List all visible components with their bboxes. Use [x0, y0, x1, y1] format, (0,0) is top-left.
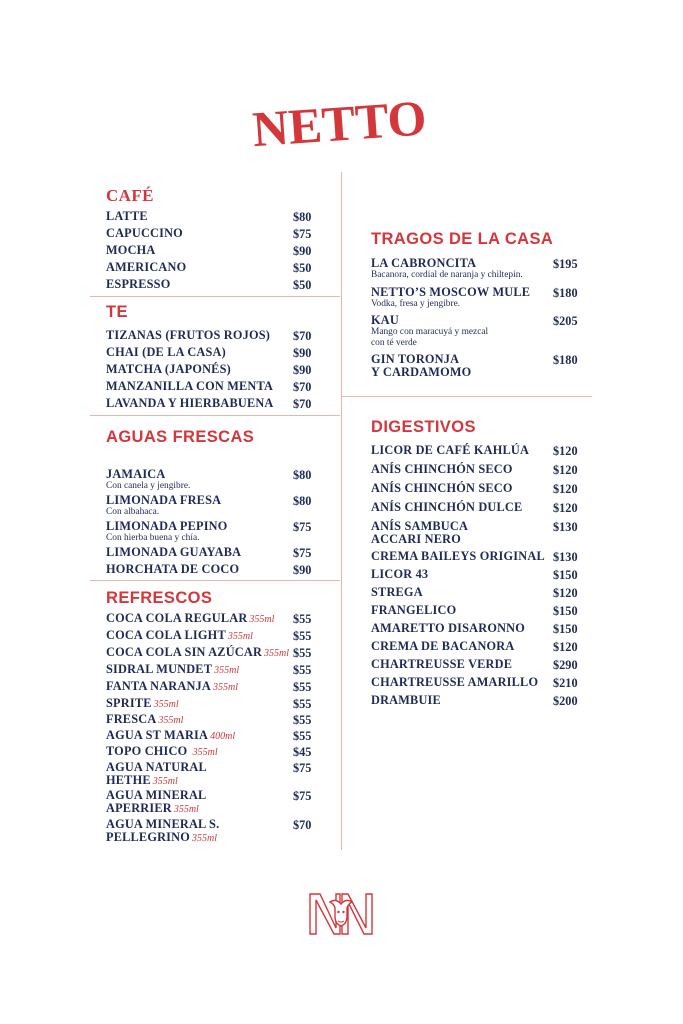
menu-item	[371, 586, 423, 599]
menu-item	[106, 520, 228, 544]
menu-item	[106, 789, 206, 816]
menu-item	[106, 363, 231, 376]
item-name: ANÍS CHINCHÓN SECO	[371, 481, 513, 495]
item-name: CHARTREUSSE AMARILLO	[371, 675, 539, 689]
item-name: HORCHATA DE COCO	[106, 562, 240, 576]
menu-item	[106, 468, 190, 492]
item-price: $45	[293, 745, 312, 759]
item-price: $75	[293, 520, 312, 534]
item-name: DRAMBUIE	[371, 693, 441, 707]
item-price: $75	[293, 227, 312, 241]
item-price: $75	[293, 789, 312, 803]
item-price: $55	[293, 646, 312, 660]
item-name: CAPUCCINO	[106, 226, 183, 240]
bull-monogram-icon	[306, 888, 376, 940]
item-name: AGUA ST MARIA 400ml	[106, 728, 236, 742]
item-size: 355ml	[192, 833, 217, 844]
section-title-refrescos: REFRESCOS	[106, 589, 213, 607]
item-name: MANZANILLA CON MENTA	[106, 379, 274, 393]
netto-logo	[248, 88, 438, 148]
menu-item	[106, 227, 183, 240]
menu-item	[371, 257, 523, 281]
menu-item	[106, 397, 274, 410]
item-size: 355ml	[173, 804, 199, 815]
menu-item	[106, 729, 235, 743]
logo-wordmark	[248, 88, 438, 148]
item-price: $55	[293, 663, 312, 677]
item-price: $90	[293, 563, 312, 577]
item-name: ESPRESSO	[106, 277, 171, 291]
item-description: Vodka, fresa y jengibre.	[371, 299, 461, 309]
item-price: $70	[293, 397, 312, 411]
menu-item	[371, 520, 468, 546]
menu-item	[106, 261, 186, 274]
item-price: $55	[293, 729, 312, 743]
item-size: 400ml	[210, 731, 236, 742]
section-title-cafe: CAFÉ	[106, 186, 154, 205]
menu-item	[371, 694, 441, 707]
item-name: LIMONADA GUAYABA	[106, 545, 242, 559]
menu-item	[106, 646, 289, 660]
section-title-te: TE	[106, 303, 128, 321]
item-name: ANÍS CHINCHÓN DULCE	[371, 500, 523, 514]
item-name: STREGA	[371, 585, 423, 599]
item-name: TOPO CHICO 355ml	[106, 744, 218, 758]
menu-item	[371, 482, 513, 495]
item-name: SPRITE 355ml	[106, 696, 179, 710]
menu-item	[106, 663, 239, 677]
item-name: LA CABRONCITA	[371, 256, 477, 270]
item-price: $75	[293, 761, 312, 775]
item-name: ANÍS CHINCHÓN SECO	[371, 462, 513, 476]
item-price: $70	[293, 329, 312, 343]
item-size: 355ml	[152, 776, 178, 787]
item-name: FANTA NARANJA 355ml	[106, 679, 238, 693]
item-price: $55	[293, 697, 312, 711]
item-name-line2: PELLEGRINO 355ml	[106, 830, 217, 844]
item-name: COCA COLA LIGHT 355ml	[106, 628, 253, 642]
item-name-line1: AGUA NATURAL	[106, 760, 207, 774]
item-price: $80	[293, 210, 312, 224]
item-description: Con albahaca.	[106, 507, 160, 517]
item-name: JAMAICA	[106, 467, 166, 481]
item-description: Con hierba buena y chía.	[106, 533, 200, 543]
menu-item	[106, 563, 239, 576]
menu-item	[371, 568, 428, 581]
item-price: $120	[553, 640, 578, 654]
item-price: $80	[293, 468, 312, 482]
item-price: $120	[553, 463, 578, 477]
item-price: $55	[293, 612, 312, 626]
item-name: FRESCA 355ml	[106, 712, 184, 726]
item-name: LATTE	[106, 209, 148, 223]
item-name: CHARTREUSSE VERDE	[371, 657, 513, 671]
menu-item	[106, 546, 241, 559]
item-name: SIDRAL MUNDET 355ml	[106, 662, 240, 676]
item-name-line2: Y CARDAMOMO	[371, 365, 472, 379]
item-price: $75	[293, 546, 312, 560]
item-price: $70	[293, 380, 312, 394]
menu-item	[371, 676, 538, 689]
menu-item	[106, 697, 179, 711]
item-name: LAVANDA Y HIERBABUENA	[106, 396, 274, 410]
menu-item	[371, 640, 514, 653]
emblem-graphic	[306, 888, 376, 940]
divider-tragos-digestivos	[342, 396, 592, 397]
menu-item	[371, 353, 471, 379]
item-price: $150	[553, 568, 578, 582]
item-size: 355ml	[264, 648, 290, 659]
item-name: COCA COLA REGULAR 355ml	[106, 611, 275, 625]
item-price: $80	[293, 494, 312, 508]
item-name-line2: APERRIER 355ml	[106, 801, 199, 815]
menu-item	[371, 501, 522, 514]
menu-item	[106, 329, 270, 342]
menu-item	[106, 745, 218, 759]
item-price: $90	[293, 346, 312, 360]
section-title-digestivos: DIGESTIVOS	[371, 418, 476, 436]
menu-item	[371, 314, 488, 349]
menu-item	[106, 818, 219, 845]
item-name-line1: ANÍS SAMBUCA	[371, 519, 469, 533]
divider-cafe-te	[90, 296, 340, 297]
item-price: $120	[553, 586, 578, 600]
item-price: $70	[293, 818, 312, 832]
item-name: MATCHA (JAPONÉS)	[106, 362, 231, 376]
menu-item	[106, 680, 238, 694]
item-price: $195	[553, 257, 578, 271]
item-description: Con canela y jengibre.	[106, 481, 191, 491]
item-name: NETTO’S MOSCOW MULE	[371, 285, 531, 299]
item-price: $120	[553, 482, 578, 496]
item-name: FRANGELICO	[371, 603, 457, 617]
item-size: 355ml	[249, 614, 275, 625]
item-price: $55	[293, 713, 312, 727]
divider-aguas-refrescos	[90, 580, 340, 581]
item-name-line2: HETHE 355ml	[106, 773, 178, 787]
item-name: LICOR DE CAFÉ KAHLÚA	[371, 443, 530, 457]
item-price: $150	[553, 604, 578, 618]
item-name: CREMA BAILEYS ORIGINAL	[371, 549, 545, 563]
item-description: Bacanora, cordial de naranja y chiltepín.	[371, 270, 523, 280]
item-price: $180	[553, 353, 578, 367]
menu-item	[371, 286, 530, 310]
item-name: CREMA DE BACANORA	[371, 639, 515, 653]
menu-item	[371, 550, 545, 563]
item-price: $90	[293, 244, 312, 258]
menu-item	[106, 761, 207, 788]
item-name: LIMONADA FRESA	[106, 493, 222, 507]
menu-item	[106, 629, 253, 643]
menu-item	[371, 658, 512, 671]
item-price: $50	[293, 261, 312, 275]
item-name-line1: AGUA MINERAL	[106, 788, 207, 802]
item-name: KAU	[371, 313, 399, 327]
menu-item	[106, 244, 156, 257]
item-name: AMARETTO DISARONNO	[371, 621, 526, 635]
item-size: 355ml	[192, 747, 218, 758]
menu-item	[371, 463, 513, 476]
item-size: 355ml	[214, 665, 240, 676]
menu-item	[106, 494, 221, 518]
center-divider	[341, 172, 342, 850]
item-name: MOCHA	[106, 243, 156, 257]
item-price: $130	[553, 550, 578, 564]
item-size: 355ml	[158, 715, 184, 726]
item-price: $55	[293, 680, 312, 694]
menu-item	[371, 622, 525, 635]
menu-item	[106, 380, 273, 393]
item-price: $50	[293, 278, 312, 292]
item-name: CHAI (DE LA CASA)	[106, 345, 226, 359]
item-price: $120	[553, 501, 578, 515]
item-description-line2: con té verde	[371, 338, 417, 348]
item-size: 355ml	[153, 699, 179, 710]
menu-item	[106, 210, 148, 223]
item-name-line2: ACCARI NERO	[371, 532, 461, 546]
item-name: TIZANAS (FRUTOS ROJOS)	[106, 328, 271, 342]
item-price: $200	[553, 694, 578, 708]
item-size: 355ml	[227, 631, 253, 642]
item-price: $180	[553, 286, 578, 300]
item-price: $150	[553, 622, 578, 636]
item-name: AMERICANO	[106, 260, 187, 274]
menu-item	[106, 713, 183, 727]
item-price: $290	[553, 658, 578, 672]
item-price: $205	[553, 314, 578, 328]
section-title-aguas: AGUAS FRESCAS	[106, 428, 255, 446]
item-description-line1: Mango con maracuyá y mezcal	[371, 327, 489, 337]
item-name-line1: GIN TORONJA	[371, 352, 460, 366]
item-size: 355ml	[212, 682, 238, 693]
item-price: $130	[553, 520, 578, 534]
item-price: $90	[293, 363, 312, 377]
item-name: LICOR 43	[371, 567, 429, 581]
item-name: COCA COLA SIN AZÚCAR 355ml	[106, 645, 290, 659]
item-price: $210	[553, 676, 578, 690]
item-name: LIMONADA PEPINO	[106, 519, 228, 533]
menu-item	[106, 278, 170, 291]
item-name-line1: AGUA MINERAL S.	[106, 817, 220, 831]
menu-item	[106, 612, 274, 626]
menu-item	[106, 346, 226, 359]
logo-text: NETTO	[250, 89, 429, 148]
section-title-tragos: TRAGOS DE LA CASA	[371, 230, 554, 248]
item-price: $55	[293, 629, 312, 643]
item-price: $120	[553, 444, 578, 458]
menu-item	[371, 444, 529, 457]
menu-item	[371, 604, 456, 617]
divider-te-aguas	[90, 415, 340, 416]
